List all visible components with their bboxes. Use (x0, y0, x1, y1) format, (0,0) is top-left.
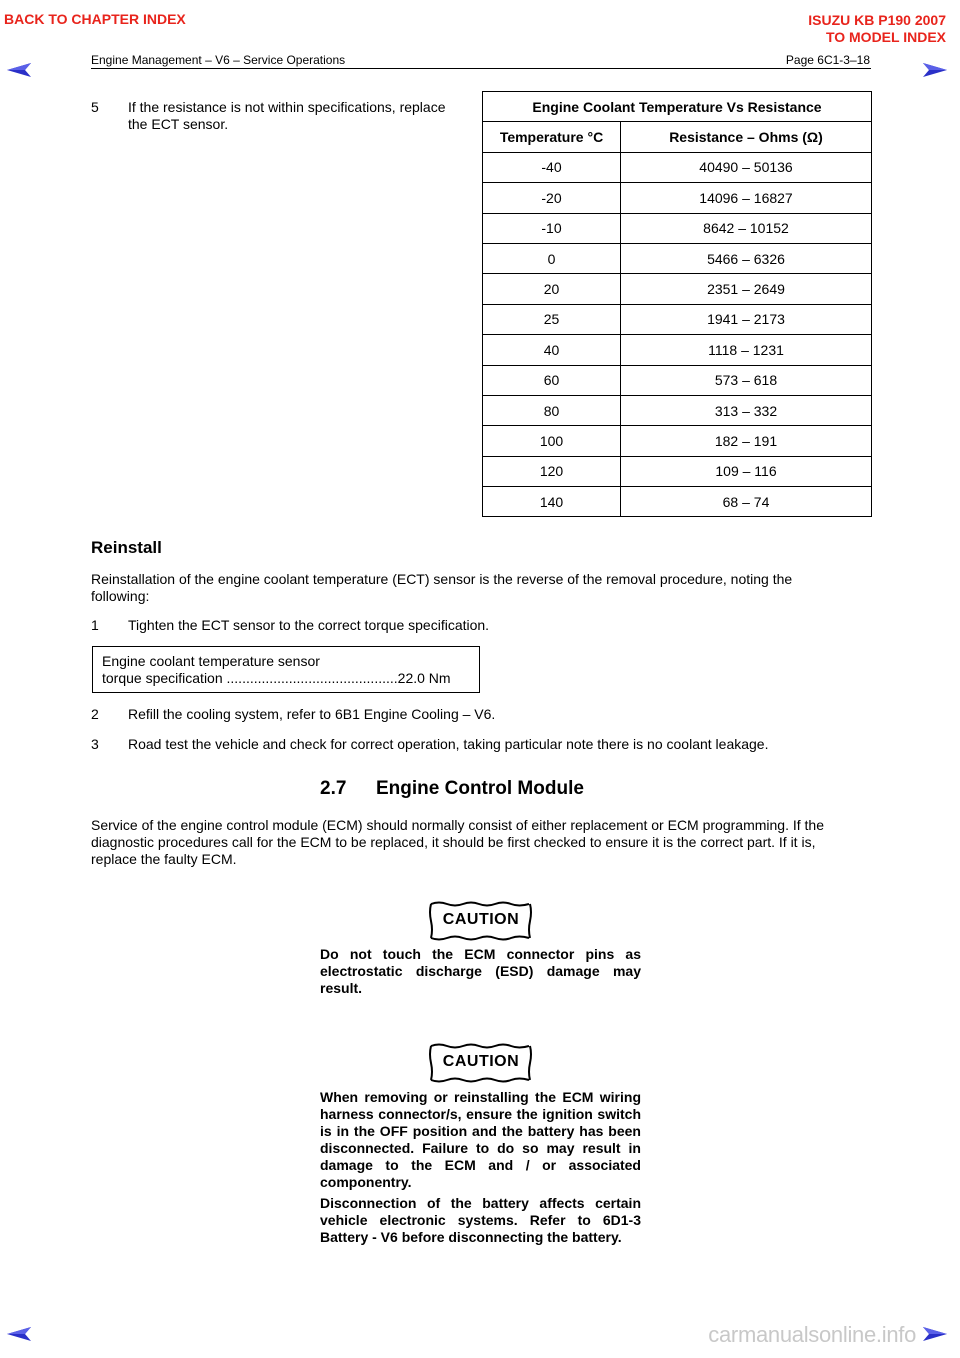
table-cell-resistance: 573 – 618 (621, 365, 872, 395)
table-cell-temperature: 100 (483, 426, 621, 456)
table-cell-temperature: -10 (483, 213, 621, 243)
watermark: carmanualsonline.info (708, 1322, 916, 1347)
table-cell-resistance: 5466 – 6326 (621, 243, 872, 273)
next-page-arrow-icon[interactable] (922, 62, 948, 78)
step-5-text-line1: If the resistance is not within specifications, replace (128, 99, 446, 115)
caution-label-1: CAUTION (442, 911, 520, 928)
table-cell-resistance: 68 – 74 (621, 487, 872, 517)
table-cell-temperature: 60 (483, 365, 621, 395)
previous-page-arrow-icon[interactable] (6, 62, 32, 78)
table-cell-temperature: 80 (483, 395, 621, 425)
ecm-section-number: 2.7 (320, 778, 347, 799)
table-cell-resistance: 40490 – 50136 (621, 152, 872, 182)
torque-spec-line1: Engine coolant temperature sensor (102, 653, 320, 669)
ecm-para-line3: replace the faulty ECM. (91, 851, 237, 867)
table-cell-temperature: -20 (483, 183, 621, 213)
table-row (483, 304, 872, 334)
table-cell-temperature: 140 (483, 487, 621, 517)
header-rule (91, 68, 871, 69)
reinstall-intro-line2: following: (91, 588, 150, 604)
table-cell-temperature: 120 (483, 456, 621, 486)
table-title: Engine Coolant Temperature Vs Resistance (483, 92, 872, 122)
model-title: ISUZU KB P190 2007 (808, 12, 946, 28)
table-row (483, 487, 872, 517)
table-cell-resistance: 14096 – 16827 (621, 183, 872, 213)
table-cell-resistance: 313 – 332 (621, 395, 872, 425)
table-cell-temperature: -40 (483, 152, 621, 182)
table-cell-resistance: 1941 – 2173 (621, 304, 872, 334)
ecm-para-line2: diagnostic procedures call for the ECM to be replaced, it should be first checked to ensure it is the correct part. If it is, (91, 834, 816, 850)
page-number: Page 6C1-3–18 (785, 53, 870, 67)
table-row (483, 183, 872, 213)
table-cell-resistance: 2351 – 2649 (621, 274, 872, 304)
table-row (483, 426, 872, 456)
caution-badge-2 (429, 1043, 533, 1083)
table-cell-resistance: 182 – 191 (621, 426, 872, 456)
previous-page-arrow-bottom-icon[interactable] (6, 1326, 32, 1342)
to-model-index-link[interactable]: TO MODEL INDEX (825, 29, 946, 45)
caution-1-text: Do not touch the ECM connector pins as electrostatic discharge (ESD) damage may result. (320, 946, 641, 996)
step-2-text: Refill the cooling system, refer to 6B1 Engine Cooling – V6. (128, 706, 496, 722)
table-row (483, 395, 872, 425)
reinstall-intro-line1: Reinstallation of the engine coolant temperature (ECT) sensor is the reverse of the removal procedure, noting the (91, 571, 793, 587)
step-5-text-line2: the ECT sensor. (128, 116, 229, 132)
caution-label-2: CAUTION (442, 1053, 520, 1070)
table-cell-resistance: 8642 – 10152 (621, 213, 872, 243)
table-cell-temperature: 0 (483, 243, 621, 273)
step-2-number: 2 (91, 706, 99, 722)
ecm-para-line1: Service of the engine control module (ECM) should normally consist of either replacement or ECM programming. If the (91, 817, 824, 833)
col-resistance-header: Resistance – Ohms (Ω) (621, 122, 872, 152)
table-row (483, 456, 872, 486)
next-page-arrow-bottom-icon[interactable] (922, 1326, 948, 1342)
step-1-text: Tighten the ECT sensor to the correct torque specification. (128, 617, 490, 633)
caution-2-text-2: Disconnection of the battery affects certain vehicle electronic systems. Refer to 6D1-3 Battery - V6 before disconnecting the battery. (320, 1195, 641, 1245)
caution-2-text-1: When removing or reinstalling the ECM wiring harness connector/s, ensure the ignition switch is in the OFF position and the battery has been disconnected. Failure to do so may result in damage to the ECM and / or associated componentry. (320, 1089, 641, 1190)
table-row (483, 243, 872, 273)
table-cell-resistance: 109 – 116 (621, 456, 872, 486)
step-1-number: 1 (91, 617, 99, 633)
table-row (483, 335, 872, 365)
table-row (483, 152, 872, 182)
reinstall-heading: Reinstall (91, 538, 162, 557)
table-cell-resistance: 1118 – 1231 (621, 335, 872, 365)
running-header-title: Engine Management – V6 – Service Operations (91, 53, 346, 67)
ecm-section-heading: Engine Control Module (376, 778, 584, 799)
caution-badge-1 (429, 901, 533, 941)
back-to-chapter-index-link[interactable]: BACK TO CHAPTER INDEX (4, 11, 186, 27)
step-3-number: 3 (91, 736, 99, 752)
table-row (483, 274, 872, 304)
torque-spec-box (92, 646, 480, 693)
table-row (483, 365, 872, 395)
ect-resistance-table (482, 91, 872, 517)
table-cell-temperature: 20 (483, 274, 621, 304)
step-5-number: 5 (91, 99, 99, 115)
table-row (483, 213, 872, 243)
step-3-text: Road test the vehicle and check for correct operation, taking particular note there is no coolant leakage. (128, 736, 769, 752)
torque-spec-line2: torque specification ............................................22.0 Nm (102, 670, 451, 686)
col-temperature-header: Temperature °C (483, 122, 621, 152)
table-cell-temperature: 25 (483, 304, 621, 334)
table-cell-temperature: 40 (483, 335, 621, 365)
